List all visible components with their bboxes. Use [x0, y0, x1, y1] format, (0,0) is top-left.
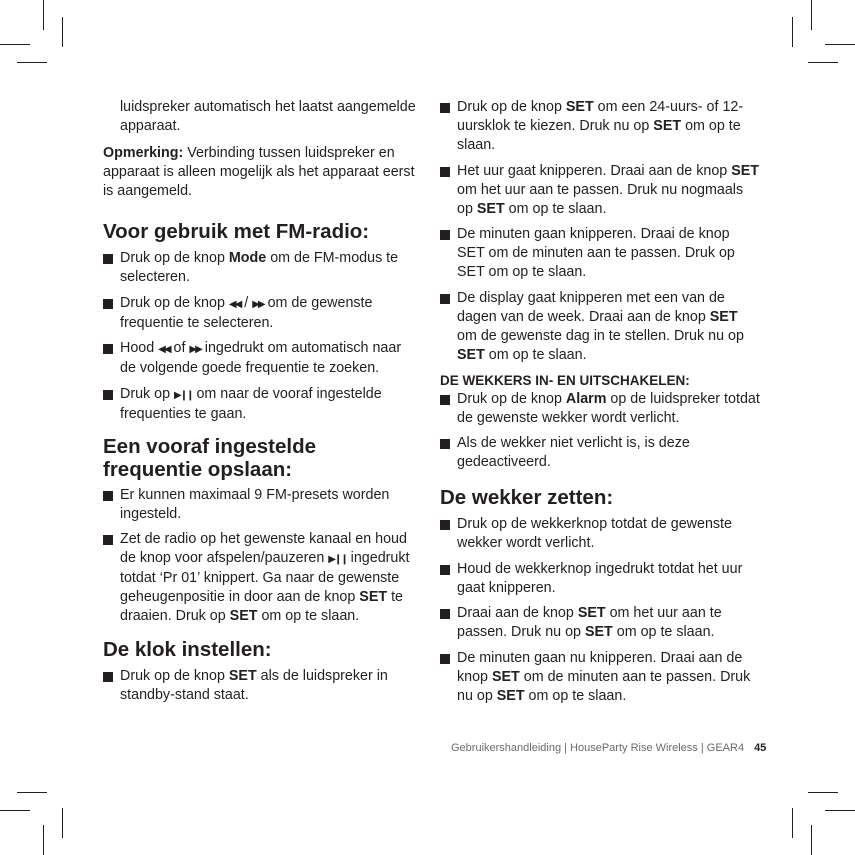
crop-mark [0, 44, 30, 45]
alarm-toggle-heading: DE WEKKERS IN- EN UITSCHAKELEN: [440, 372, 690, 388]
crop-mark [62, 808, 63, 838]
crop-mark [811, 0, 812, 30]
alarm-set-heading: De wekker zetten: [440, 486, 614, 509]
list-item: Draai aan de knop SET om het uur aan te passen. Druk nu op SET om op te slaan. [440, 604, 760, 642]
list-item: Druk op de wekkerknop totdat de gewenste wekker wordt verlicht. [440, 515, 760, 553]
note-label: Opmerking: [103, 145, 184, 161]
bullet-icon [103, 535, 113, 545]
clock-heading: De klok instellen: [103, 638, 272, 661]
left-column [103, 98, 418, 712]
bullet-icon [440, 654, 450, 664]
fm-list [103, 249, 418, 424]
list-item: De minuten gaan nu knipperen. Draai aan de knop SET om de minuten aan te passen. Druk nu op SET om op te slaan. [440, 649, 760, 706]
bullet-icon [103, 390, 113, 400]
list-item: Zet de radio op het gewenste kanaal en houd de knop voor afspelen/pauzeren ▶❙❙ ingedrukt totdat ‘Pr 01’ knippert. Ga naar de gewenste geheugenpositie in door aan de knop SET te draaien. Druk op SET om op te slaan. [103, 530, 418, 626]
intro-text: luidspreker automatisch het laatst aangemelde apparaat. [120, 99, 416, 134]
list-item: De display gaat knipperen met een van de dagen van de week. Draai aan de knop SET om de gewenste dag in te stellen. Druk nu op SET om op te slaan. [440, 289, 760, 365]
bullet-icon [440, 520, 450, 530]
list-item: Als de wekker niet verlicht is, is deze gedeactiveerd. [440, 434, 760, 472]
page-footer [451, 742, 766, 754]
clock-list-continued [440, 98, 760, 365]
page-number: 45 [754, 742, 767, 754]
bullet-icon [440, 609, 450, 619]
alarm-set-list [440, 515, 760, 706]
list-item: Druk op ▶❙❙ om naar de vooraf ingestelde frequenties te gaan. [103, 385, 418, 424]
bullet-icon [103, 491, 113, 501]
bullet-icon [440, 230, 450, 240]
list-item: Er kunnen maximaal 9 FM-presets worden ingesteld. [103, 486, 418, 524]
bullet-icon [440, 167, 450, 177]
list-item: Druk op de knop ◀◀ / ▶▶ om de gewenste frequentie te selecteren. [103, 294, 418, 333]
list-item: Hood ◀◀ of ▶▶ ingedrukt om automatisch naar de volgende goede frequentie te zoeken. [103, 339, 418, 378]
list-item: Het uur gaat knipperen. Draai aan de knop SET om het uur aan te passen. Druk nu nogmaals op SET om op te slaan. [440, 162, 760, 219]
crop-mark [811, 825, 812, 855]
preset-list [103, 486, 418, 627]
list-item: Druk op de knop SET om een 24-uurs- of 12-uursklok te kiezen. Druk nu op SET om op te slaan. [440, 98, 760, 155]
bullet-icon [103, 672, 113, 682]
crop-mark [825, 44, 855, 45]
clock-list [103, 667, 418, 705]
crop-mark [792, 17, 793, 47]
crop-mark [17, 62, 47, 63]
bullet-icon [440, 395, 450, 405]
alarm-toggle-list [440, 390, 760, 473]
bullet-icon [103, 299, 113, 309]
bullet-icon [103, 344, 113, 354]
forward-icon: ▶▶ [189, 344, 201, 355]
list-item: De minuten gaan knipperen. Draai de knop SET om de minuten aan te passen. Druk op SET om op te slaan. [440, 225, 760, 282]
note-text: Verbinding tussen luidspreker en apparaat is alleen mogelijk als het apparaat eerst is aangemeld. [103, 145, 415, 199]
crop-mark [0, 810, 30, 811]
crop-mark [792, 808, 793, 838]
bullet-icon [440, 565, 450, 575]
forward-icon: ▶▶ [252, 298, 264, 310]
list-item: Druk op de knop Mode om de FM-modus te selecteren. [103, 249, 418, 287]
crop-mark [808, 792, 838, 793]
crop-mark [62, 17, 63, 47]
crop-mark [43, 0, 44, 30]
right-column [440, 98, 760, 712]
play-pause-icon: ▶❙❙ [328, 554, 347, 565]
preset-heading: Een vooraf ingestelde frequentie opslaan: [103, 434, 317, 481]
note-paragraph [103, 144, 418, 201]
list-item: Houd de wekkerknop ingedrukt totdat het uur gaat knipperen. [440, 560, 760, 598]
crop-mark [17, 792, 47, 793]
fm-heading: Voor gebruik met FM-radio: [103, 220, 370, 243]
play-pause-icon: ▶❙❙ [174, 389, 193, 401]
bullet-icon [440, 103, 450, 113]
bullet-icon [103, 254, 113, 264]
crop-mark [825, 810, 855, 811]
bullet-icon [440, 439, 450, 449]
footer-text: Gebruikershandleiding | HouseParty Rise Wireless | GEAR4 [451, 742, 745, 754]
bullet-icon [440, 294, 450, 304]
crop-mark [808, 62, 838, 63]
rewind-icon: ◀◀ [158, 344, 170, 355]
crop-mark [43, 825, 44, 855]
list-item: Druk op de knop Alarm op de luidspreker totdat de gewenste wekker wordt verlicht. [440, 390, 760, 428]
rewind-icon: ◀◀ [228, 298, 241, 310]
list-item: Druk op de knop SET als de luidspreker in standby-stand staat. [103, 667, 418, 705]
